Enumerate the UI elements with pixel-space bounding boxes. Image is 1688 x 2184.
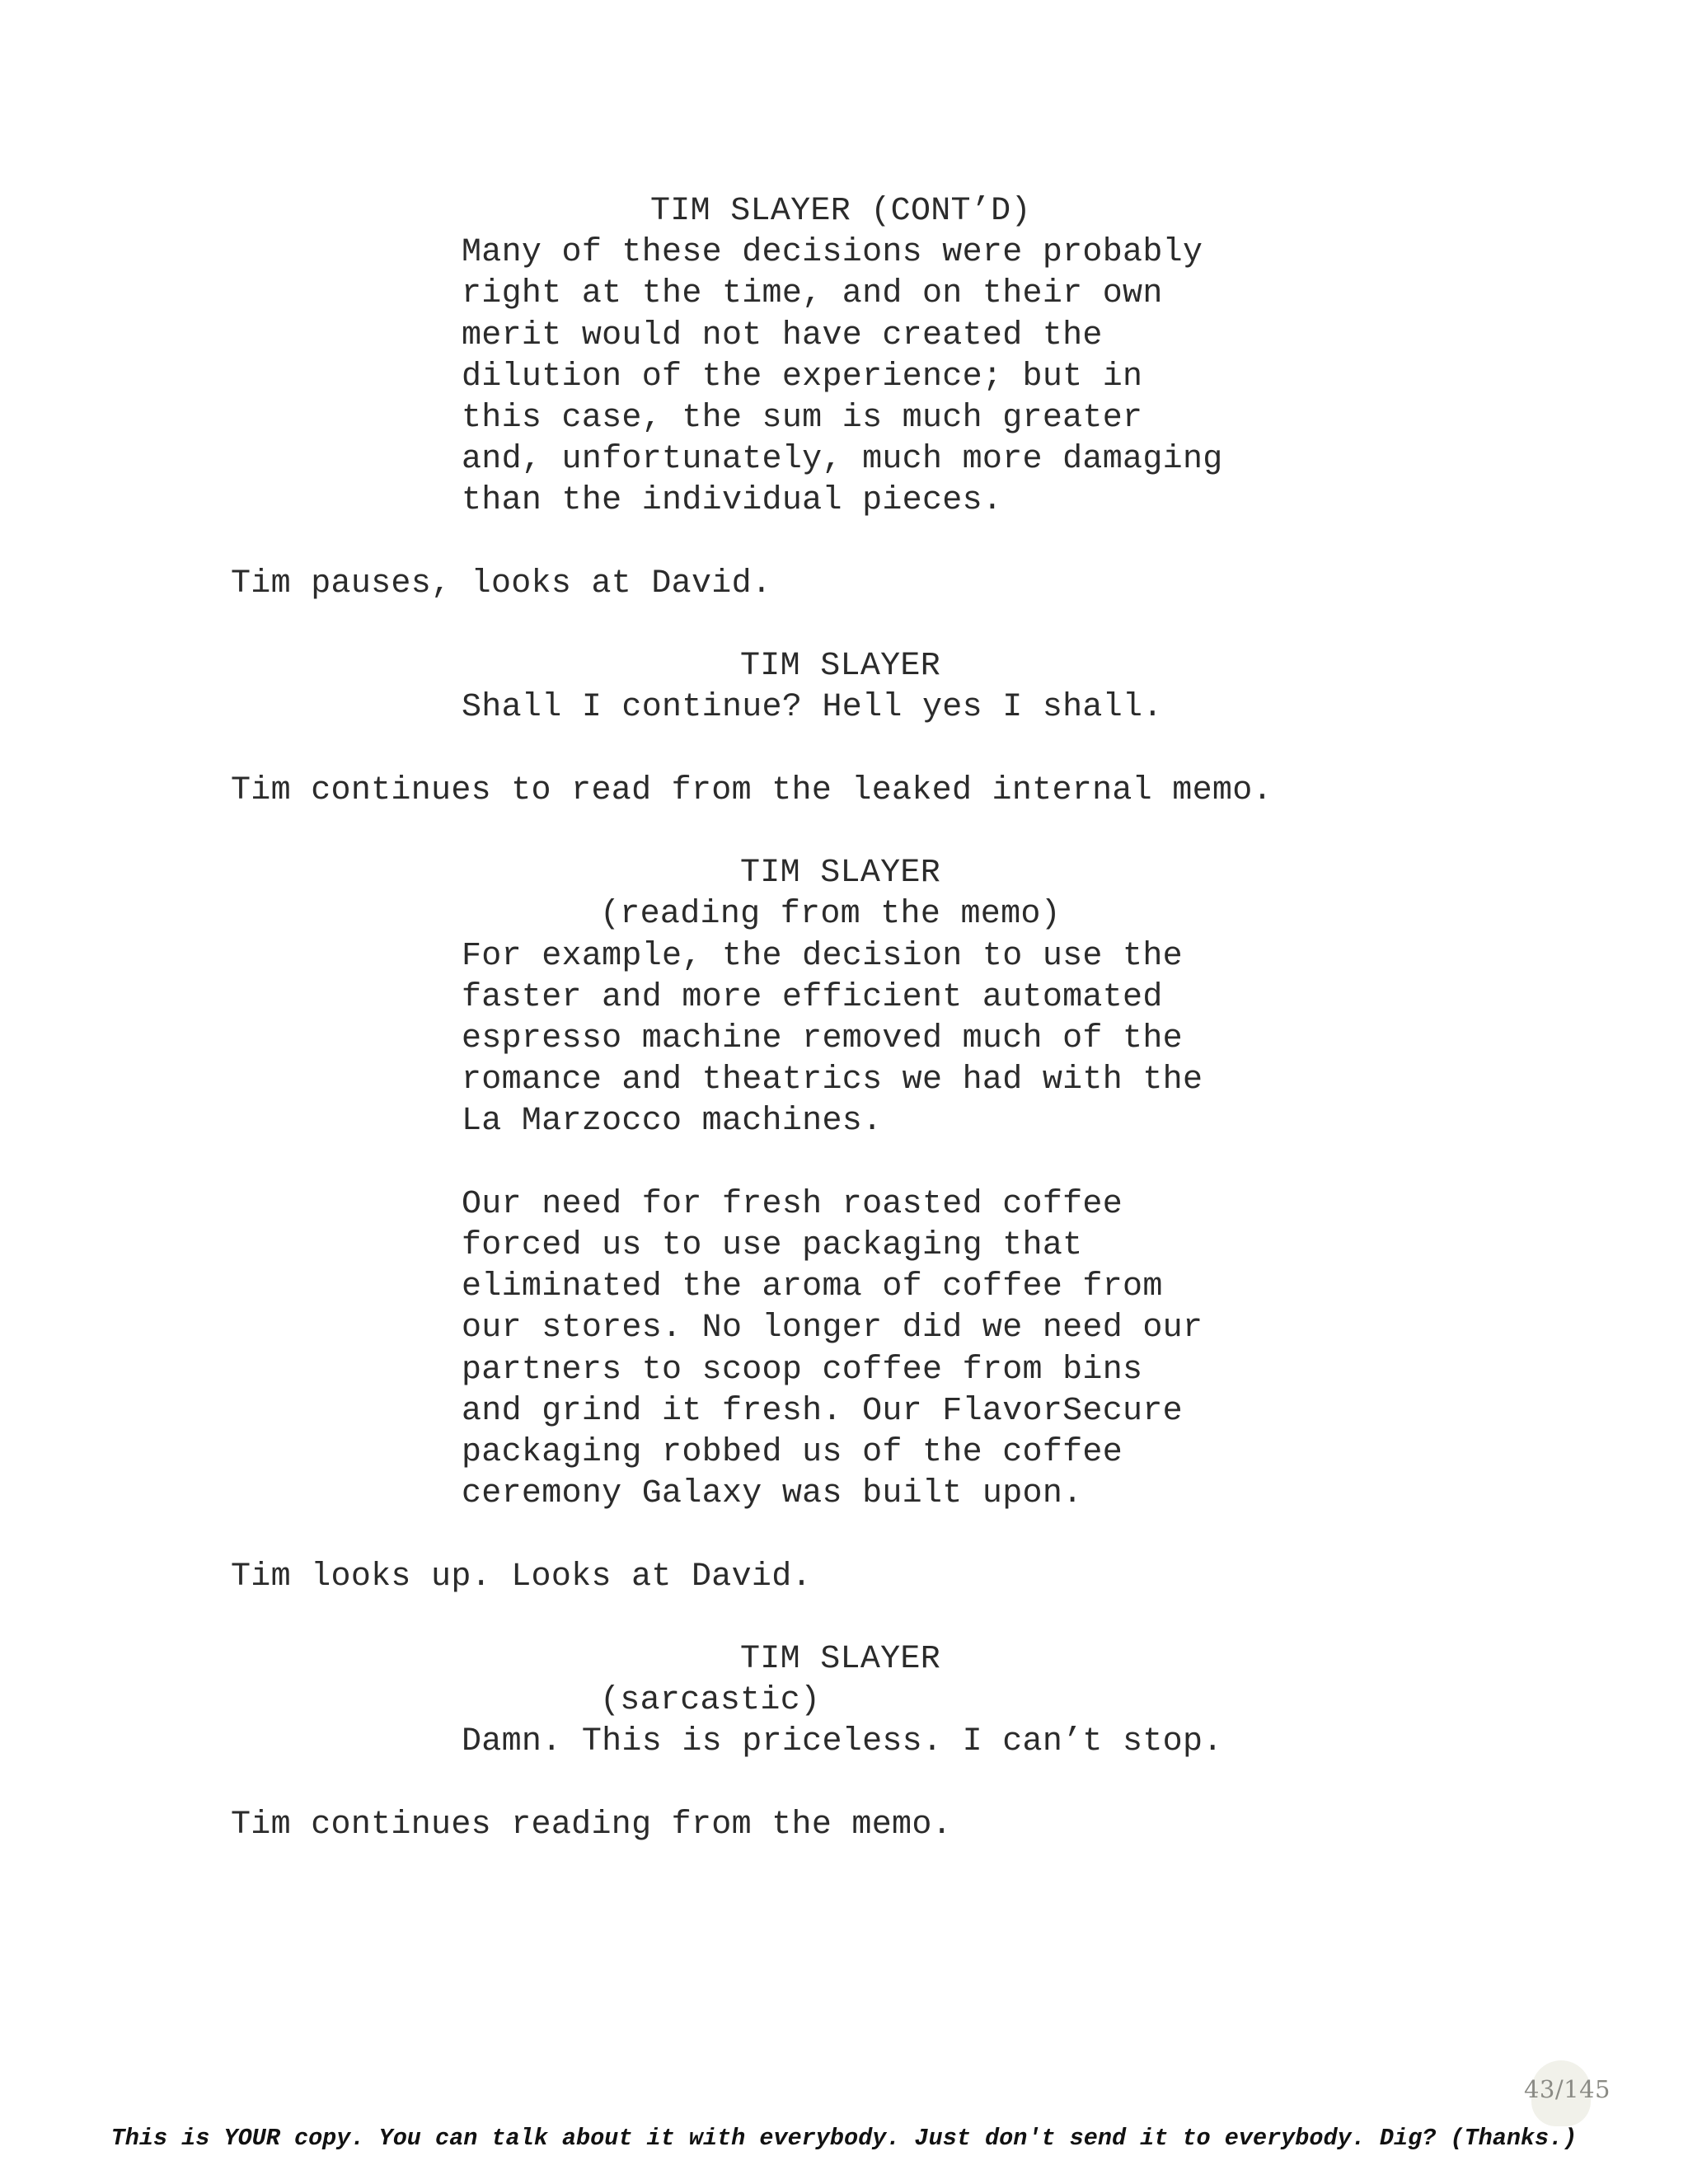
script-dialogue-line: this case, the sum is much greater [462, 400, 1143, 437]
script-paren-line: (sarcastic) [600, 1682, 821, 1720]
page-number: 43/145 [1523, 2075, 1611, 2103]
script-dialogue-line: packaging robbed us of the coffee [462, 1434, 1123, 1471]
script-action-line: Tim continues to read from the leaked internal memo. [231, 771, 1273, 809]
script-action-line: Tim continues reading from the memo. [231, 1806, 952, 1844]
script-character-line: TIM SLAYER [740, 855, 941, 893]
script-character-line: TIM SLAYER [740, 648, 941, 686]
script-dialogue-line: Many of these decisions were probably [462, 234, 1203, 272]
script-dialogue-line: and grind it fresh. Our FlavorSecure [462, 1392, 1183, 1430]
script-dialogue-line: faster and more efficient automated [462, 978, 1163, 1016]
script-dialogue-line: merit would not have created the [462, 316, 1103, 354]
script-dialogue-line: For example, the decision to use the [462, 937, 1183, 975]
script-character-line: TIM SLAYER [740, 1641, 941, 1678]
script-dialogue-line: La Marzocco machines. [462, 1103, 883, 1141]
script-paren-line: (reading from the memo) [600, 896, 1061, 934]
script-dialogue-line: ceremony Galaxy was built upon. [462, 1475, 1083, 1513]
script-action-line: Tim pauses, looks at David. [231, 565, 772, 602]
script-dialogue-line: our stores. No longer did we need our [462, 1310, 1203, 1347]
script-dialogue-line: and, unfortunately, much more damaging [462, 441, 1223, 479]
script-dialogue-line: espresso machine removed much of the [462, 1020, 1183, 1057]
script-dialogue-line: romance and theatrics we had with the [462, 1062, 1203, 1099]
script-dialogue-line: partners to scoop coffee from bins [462, 1351, 1143, 1389]
footer-notice: This is YOUR copy. You can talk about it with everybody. Just don't send it to everybody. Dig? (Thanks.) [110, 2125, 1578, 2152]
script-dialogue-line: Our need for fresh roasted coffee [462, 1185, 1123, 1223]
script-dialogue-line: right at the time, and on their own [462, 275, 1163, 313]
script-dialogue-line: than the individual pieces. [462, 482, 1003, 520]
script-action-line: Tim looks up. Looks at David. [231, 1558, 812, 1596]
script-dialogue-line: eliminated the aroma of coffee from [462, 1268, 1163, 1306]
script-character-line: TIM SLAYER (CONT’D) [650, 193, 1031, 230]
script-dialogue-line: Shall I continue? Hell yes I shall. [462, 689, 1163, 727]
script-dialogue-line: dilution of the experience; but in [462, 358, 1143, 396]
script-dialogue-line: forced us to use packaging that [462, 1227, 1083, 1264]
script-dialogue-line: Damn. This is priceless. I can’t stop. [462, 1723, 1223, 1761]
